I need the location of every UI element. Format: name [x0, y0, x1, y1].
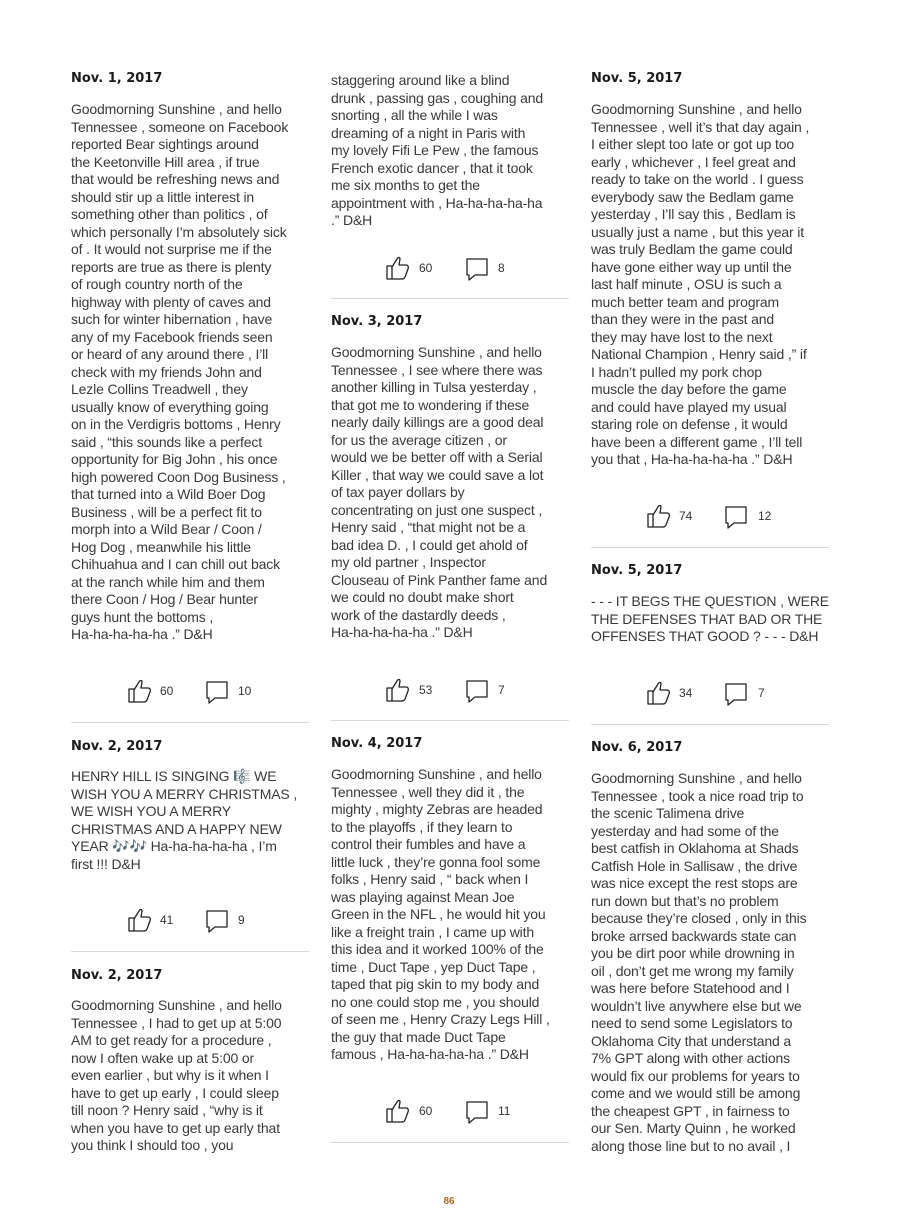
- text-line: need to send some Legislators to: [591, 1015, 793, 1031]
- comment-count: 9: [238, 913, 245, 927]
- thumbs-up-icon[interactable]: [384, 254, 410, 282]
- like-count: 60: [419, 1104, 433, 1118]
- text-line: that turned into a Wild Boer Dog: [71, 486, 266, 502]
- text-line: drunk , passing gas , coughing and: [331, 89, 544, 106]
- text-line: famous , Ha-ha-ha-ha-ha .” D&H: [331, 1046, 529, 1062]
- text-line: something other than politics , of: [71, 206, 268, 222]
- text-line: nearly daily killings are a good deal: [331, 414, 544, 430]
- thumbs-up-icon[interactable]: [384, 676, 410, 704]
- text-line: best catfish in Oklahoma at Shads: [591, 840, 799, 856]
- comment-icon[interactable]: [464, 1097, 490, 1125]
- text-line: YEAR 🎶🎶 Ha-ha-ha-ha-ha , I’m: [71, 838, 277, 854]
- text-line: of . It would not surprise me if the: [71, 241, 272, 257]
- post-body: [331, 344, 569, 642]
- like-count: 60: [419, 261, 433, 275]
- divider: [331, 720, 569, 721]
- text-line: have gone either way up until the: [591, 258, 792, 275]
- text-line: mighty , mighty Zebras are headed: [331, 801, 543, 817]
- post-reactions: [331, 254, 569, 284]
- text-line: that would be refreshing news and: [71, 171, 280, 187]
- text-line: was truly Bedlam the game could: [591, 241, 793, 257]
- text-line: Tennessee , someone on Facebook: [71, 118, 289, 135]
- text-line: concentrating on just one suspect ,: [331, 501, 543, 518]
- thumbs-up-icon[interactable]: [645, 502, 671, 530]
- text-line: little luck , they’re gonna fool some: [331, 853, 541, 870]
- text-line: on in the Verdigris bottoms , Henry: [71, 416, 281, 432]
- text-line: snorting , all the while I was: [331, 107, 498, 123]
- text-line: dreaming of a night in Paris with: [331, 124, 526, 141]
- post-date: Nov. 2, 2017: [71, 968, 163, 983]
- text-line: this idea and it worked 100% of the: [331, 941, 544, 957]
- text-line: we could no doubt make short: [331, 589, 514, 605]
- post-reactions: [71, 677, 309, 707]
- text-line: another killing in Tulsa yesterday ,: [331, 379, 537, 395]
- text-line: staring role on defense , it would: [591, 416, 788, 432]
- comment-count: 12: [758, 509, 772, 523]
- text-line: yesterday and had some of the: [591, 822, 779, 839]
- text-line: Goodmorning Sunshine , and hello: [591, 101, 802, 117]
- divider: [331, 1142, 569, 1143]
- like-count: 60: [160, 684, 174, 698]
- text-line: work of the dastardly deeds ,: [331, 606, 506, 623]
- post-date: Nov. 6, 2017: [591, 740, 683, 755]
- text-line: I either slept too late or got up too: [591, 136, 795, 152]
- divider: [71, 951, 309, 952]
- post-reactions: [331, 1097, 569, 1127]
- text-line: everybody saw the Bedlam game: [591, 188, 794, 205]
- text-line: and could have played my usual: [591, 398, 787, 415]
- comment-count: 8: [498, 261, 505, 275]
- text-line: at the ranch while him and them: [71, 573, 265, 590]
- divider: [71, 722, 309, 723]
- text-line: Killer , that way we could save a lot: [331, 466, 544, 483]
- text-line: Green in the NFL , he would hit you: [331, 906, 546, 922]
- page-number: 86: [443, 1196, 455, 1207]
- thumbs-up-icon[interactable]: [645, 679, 671, 707]
- comment-count: 11: [498, 1104, 511, 1118]
- text-line: Tennessee , well they did it , the: [331, 783, 525, 800]
- text-line: like a freight train , I came up with: [331, 923, 534, 940]
- text-line: even earlier , but why is it when I: [71, 1067, 269, 1083]
- comment-icon[interactable]: [464, 676, 490, 704]
- post-reactions: [331, 676, 569, 706]
- text-line: control their fumbles and have a: [331, 836, 526, 852]
- comment-icon[interactable]: [723, 502, 749, 530]
- post-body: [591, 770, 829, 1155]
- text-line: ready to take on the world . I guess: [591, 171, 804, 187]
- text-line: they may have lost to the next: [591, 328, 773, 345]
- post-reactions: [591, 502, 829, 532]
- text-line: our Sen. Marty Quinn , he worked: [591, 1120, 796, 1136]
- text-line: Tennessee , I had to get up at 5:00: [71, 1014, 282, 1031]
- post-date: Nov. 4, 2017: [331, 736, 423, 751]
- text-line: guys hunt the bottoms ,: [71, 608, 214, 625]
- divider: [331, 298, 569, 299]
- text-line: till noon ? Henry said , “why is it: [71, 1102, 263, 1118]
- post-body: [591, 593, 829, 646]
- text-line: AM to get ready for a procedure ,: [71, 1032, 272, 1048]
- text-line: or heard of any around there , I’ll: [71, 346, 269, 362]
- text-line: THE DEFENSES THAT BAD OR THE: [591, 610, 823, 627]
- text-line: come and we would still be among: [591, 1085, 801, 1101]
- text-line: of seen me , Henry Crazy Legs Hill ,: [331, 1011, 550, 1027]
- text-line: staggering around like a blind: [331, 72, 510, 88]
- text-line: my old partner , Inspector: [331, 554, 486, 570]
- text-line: French exotic dancer , that it took: [331, 159, 533, 176]
- text-line: check with my friends John and: [71, 363, 262, 380]
- text-line: muscle the day before the game: [591, 381, 787, 397]
- text-line: such for winter hibernation , have: [71, 311, 273, 327]
- post-date: Nov. 5, 2017: [591, 563, 683, 578]
- text-line: reports are true as there is plenty: [71, 258, 272, 275]
- text-line: Business , will be a perfect fit to: [71, 503, 262, 520]
- text-line: along those line but to no avail , I: [591, 1137, 791, 1154]
- text-line: would we be better off with a Serial: [331, 449, 543, 465]
- text-line: Tennessee , I see where there was: [331, 361, 543, 378]
- text-line: Oklahoma City that understand a: [591, 1032, 792, 1049]
- text-line: for us the average citizen , or: [331, 431, 507, 448]
- text-line: there Coon / Hog / Bear hunter: [71, 591, 258, 607]
- text-line: Clouseau of Pink Panther fame and: [331, 571, 548, 588]
- post-body: [71, 768, 309, 873]
- like-count: 74: [679, 509, 693, 523]
- divider: [591, 547, 829, 548]
- text-line: the Keetonville Hill area , if true: [71, 153, 260, 170]
- text-line: National Champion , Henry said ,” if: [591, 346, 807, 362]
- text-line: wouldn’t live anywhere else but we: [591, 997, 802, 1014]
- text-line: would fix our problems for years to: [591, 1067, 800, 1084]
- text-line: usually just a name , but this year it: [591, 223, 804, 240]
- comment-icon[interactable]: [723, 679, 749, 707]
- text-line: than they were in the past and: [591, 311, 775, 327]
- post-date: Nov. 1, 2017: [71, 71, 163, 86]
- text-line: yesterday , I’ll say this , Bedlam is: [591, 206, 796, 222]
- text-line: oil , don’t get me wrong my family: [591, 962, 794, 979]
- text-line: Goodmorning Sunshine , and hello: [71, 997, 282, 1013]
- text-line: bad idea D. , I could get ahold of: [331, 536, 528, 553]
- text-line: I hadn’t pulled my pork chop: [591, 363, 762, 380]
- post-date: Nov. 5, 2017: [591, 71, 683, 86]
- thumbs-up-icon[interactable]: [384, 1097, 410, 1125]
- text-line: no one could stop me , you should: [331, 993, 540, 1010]
- text-line: of tax payer dollars by: [331, 484, 465, 500]
- text-line: any of my Facebook friends seen: [71, 328, 273, 345]
- text-line: now I often wake up at 5:00 or: [71, 1049, 255, 1066]
- text-line: you think I should too , you: [71, 1137, 234, 1153]
- text-line: HENRY HILL IS SINGING 🎼 WE: [71, 768, 277, 784]
- text-line: Lezle Collins Treadwell , they: [71, 381, 248, 397]
- text-line: morph into a Wild Bear / Coon /: [71, 521, 262, 537]
- text-line: Ha-ha-ha-ha-ha .” D&H: [331, 624, 473, 640]
- text-line: Henry said , “that might not be a: [331, 519, 526, 535]
- text-line: Goodmorning Sunshine , and hello: [71, 101, 282, 117]
- post-date: Nov. 2, 2017: [71, 739, 163, 754]
- comment-count: 7: [498, 683, 505, 697]
- text-line: appointment with , Ha-ha-ha-ha-ha: [331, 194, 543, 211]
- text-line: - - - IT BEGS THE QUESTION , WERE: [591, 593, 829, 609]
- post-body: [71, 101, 309, 644]
- text-line: should stir up a little interest in: [71, 188, 255, 205]
- text-line: you that , Ha-ha-ha-ha-ha .” D&H: [591, 451, 793, 467]
- text-line: first !!! D&H: [71, 855, 141, 872]
- text-line: Catfish Hole in Sallisaw , the drive: [591, 857, 798, 874]
- text-line: the guy that made Duct Tape: [331, 1028, 506, 1045]
- text-line: Tennessee , took a nice road trip to: [591, 787, 804, 804]
- text-line: me six months to get the: [331, 177, 480, 193]
- post-reactions: [591, 679, 829, 709]
- text-line: when you have to get up early that: [71, 1119, 280, 1136]
- comment-icon[interactable]: [204, 906, 230, 934]
- text-line: time , Duct Tape , yep Duct Tape ,: [331, 958, 536, 975]
- text-line: was playing against Mean Joe: [331, 888, 515, 905]
- post-date: Nov. 3, 2017: [331, 314, 423, 329]
- text-line: CHRISTMAS AND A HAPPY NEW: [71, 820, 282, 837]
- text-line: Hog Dog , meanwhile his little: [71, 538, 251, 555]
- text-line: early , whichever , I feel great and: [591, 153, 796, 170]
- text-line: WISH YOU A MERRY CHRISTMAS ,: [71, 785, 298, 802]
- post-reactions: [71, 906, 309, 936]
- thumbs-up-icon[interactable]: [126, 906, 152, 934]
- comment-count: 7: [758, 686, 765, 700]
- post-body: [331, 72, 569, 230]
- text-line: opportunity for Big John , his once: [71, 451, 278, 467]
- text-line: said , “this sounds like a perfect: [71, 433, 262, 450]
- text-line: the scenic Talimena drive: [591, 805, 745, 821]
- text-line: which personally I’m absolutely sick: [71, 223, 287, 240]
- text-line: OFFENSES THAT GOOD ? - - - D&H: [591, 628, 819, 644]
- like-count: 53: [419, 683, 433, 697]
- divider: [591, 724, 829, 725]
- text-line: WE WISH YOU A MERRY: [71, 803, 231, 819]
- text-line: my lovely Fifi Le Pew , the famous: [331, 142, 539, 158]
- comment-icon[interactable]: [204, 677, 230, 705]
- text-line: Ha-ha-ha-ha-ha .” D&H: [71, 626, 213, 642]
- text-line: that got me to wondering if these: [331, 396, 530, 413]
- comment-icon[interactable]: [464, 254, 490, 282]
- text-line: usually know of everything going: [71, 398, 269, 415]
- text-line: much better team and program: [591, 293, 780, 310]
- text-line: broke arrsed backwards state can: [591, 927, 797, 944]
- post-body: [331, 766, 569, 1064]
- text-line: have to get up early , I could sleep: [71, 1084, 279, 1101]
- text-line: was here before Statehood and I: [591, 980, 790, 996]
- text-line: reported Bear sightings around: [71, 136, 259, 152]
- text-line: .” D&H: [331, 212, 373, 228]
- text-line: the cheapest GPT , in fairness to: [591, 1102, 790, 1119]
- text-line: to the playoffs , if they learn to: [331, 818, 513, 835]
- text-line: Chihuahua and I can chill out back: [71, 556, 280, 572]
- text-line: Goodmorning Sunshine , and hello: [331, 766, 542, 782]
- like-count: 34: [679, 686, 693, 700]
- text-line: run down but that’s no problem: [591, 892, 779, 909]
- text-line: high powered Coon Dog Business ,: [71, 468, 286, 485]
- text-line: 7% GPT along with other actions: [591, 1050, 790, 1066]
- like-count: 41: [160, 913, 174, 927]
- text-line: taped that pig skin to my body and: [331, 976, 540, 992]
- text-line: was nice except the rest stops are: [591, 875, 798, 891]
- post-body: [71, 997, 309, 1155]
- post-body: [591, 101, 829, 469]
- text-line: Goodmorning Sunshine , and hello: [591, 770, 802, 786]
- comment-count: 10: [238, 684, 252, 698]
- text-line: of rough country north of the: [71, 276, 243, 292]
- text-line: Tennessee , well it’s that day again ,: [591, 118, 810, 135]
- text-line: have been a different game , I’ll tell: [591, 433, 803, 450]
- text-line: folks , Henry said , “ back when I: [331, 871, 529, 887]
- text-line: last half minute , OSU is such a: [591, 276, 782, 292]
- thumbs-up-icon[interactable]: [126, 677, 152, 705]
- text-line: Goodmorning Sunshine , and hello: [331, 344, 542, 360]
- text-line: you be dirt poor while drowning in: [591, 945, 795, 961]
- text-line: highway with plenty of caves and: [71, 293, 271, 310]
- text-line: because they’re closed , only in this: [591, 910, 807, 926]
